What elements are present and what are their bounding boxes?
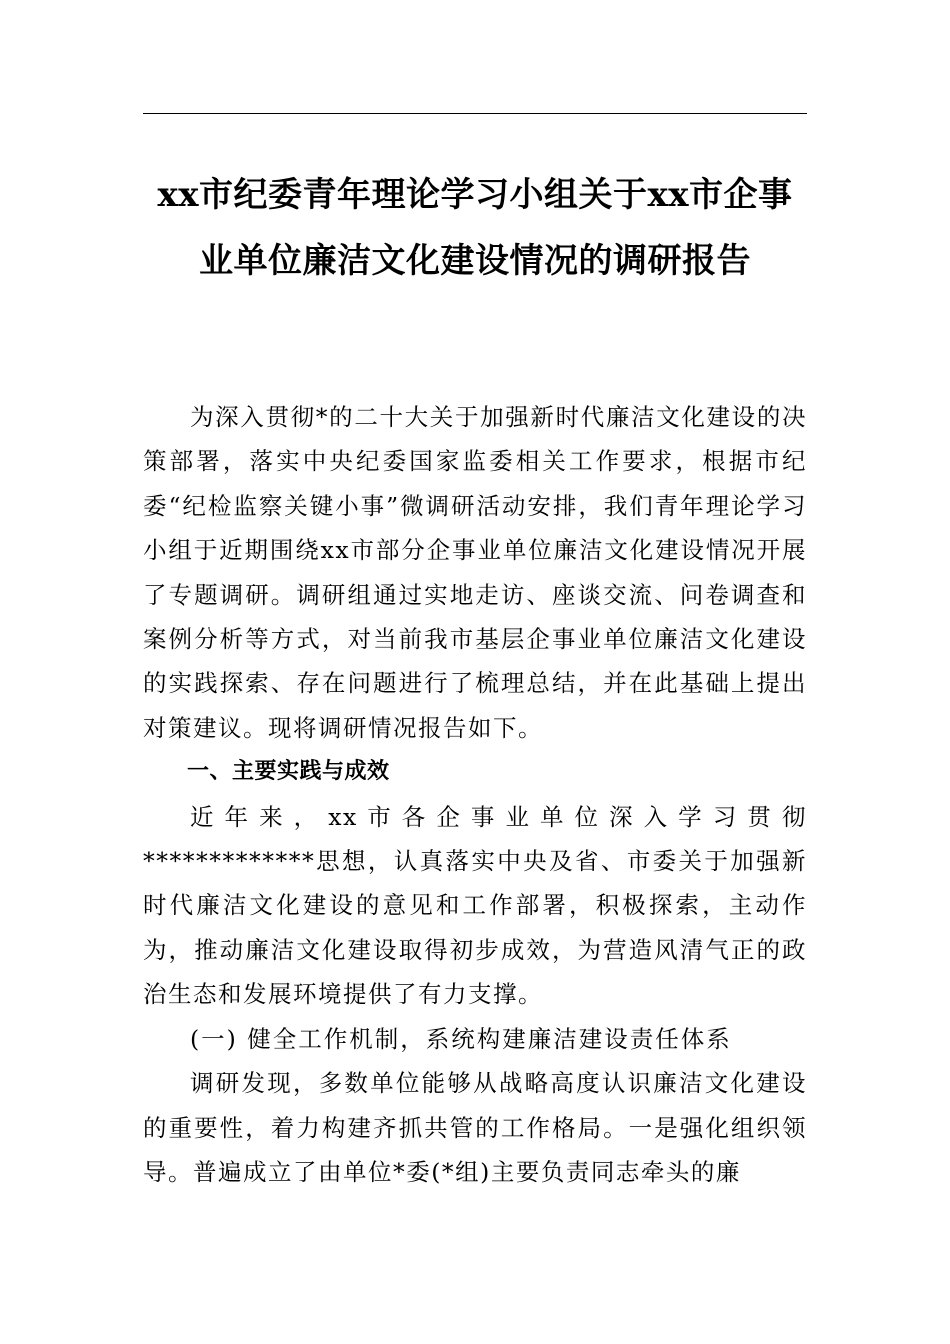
section1-paragraph: *************思想，认真落实中央及省、市委关于加强新时代廉洁文化建设的意见和工作部署，积极探索，主动作为，推动廉洁文化建设取得初步成效，为营造风清气正的政治生态和发展环境提供了有力支撑。: [143, 847, 807, 1009]
section1-first-line-text: 近 年 来 ， xx 市 各 企 事 业 单 位 深 入 学 习 贯 彻: [190, 802, 807, 831]
title-line-2: 业单位廉洁文化建设情况的调研报告: [199, 241, 751, 281]
document-body: [143, 395, 807, 1194]
section1-first-line: [143, 795, 807, 839]
document-title: [143, 162, 807, 294]
title-line-1: xx市纪委青年理论学习小组关于xx市企事: [157, 175, 793, 215]
header-rule: [143, 113, 807, 114]
subsection-heading-1: (一) 健全工作机制，系统构建廉洁建设责任体系: [190, 1024, 732, 1053]
section-heading-1: 一、主要实践与成效: [187, 759, 390, 785]
intro-paragraph: 为深入贯彻*的二十大关于加强新时代廉洁文化建设的决策部署，落实中央纪委国家监委相关工作要求，根据市纪委“纪检监察关键小事”微调研活动安排，我们青年理论学习小组于近期围绕xx市部分企事业单位廉洁文化建设情况开展了专题调研。调研组通过实地走访、座谈交流、问卷调查和案例分析等方式，对当前我市基层企事业单位廉洁文化建设的实践探索、存在问题进行了梳理总结，并在此基础上提出对策建议。现将调研情况报告如下。: [143, 403, 807, 742]
subsection1-paragraph: 调研发现，多数单位能够从战略高度认识廉洁文化建设的重要性，着力构建齐抓共管的工作格局。一是强化组织领导。普遍成立了由单位*委(*组)主要负责同志牵头的廉: [143, 1069, 807, 1186]
